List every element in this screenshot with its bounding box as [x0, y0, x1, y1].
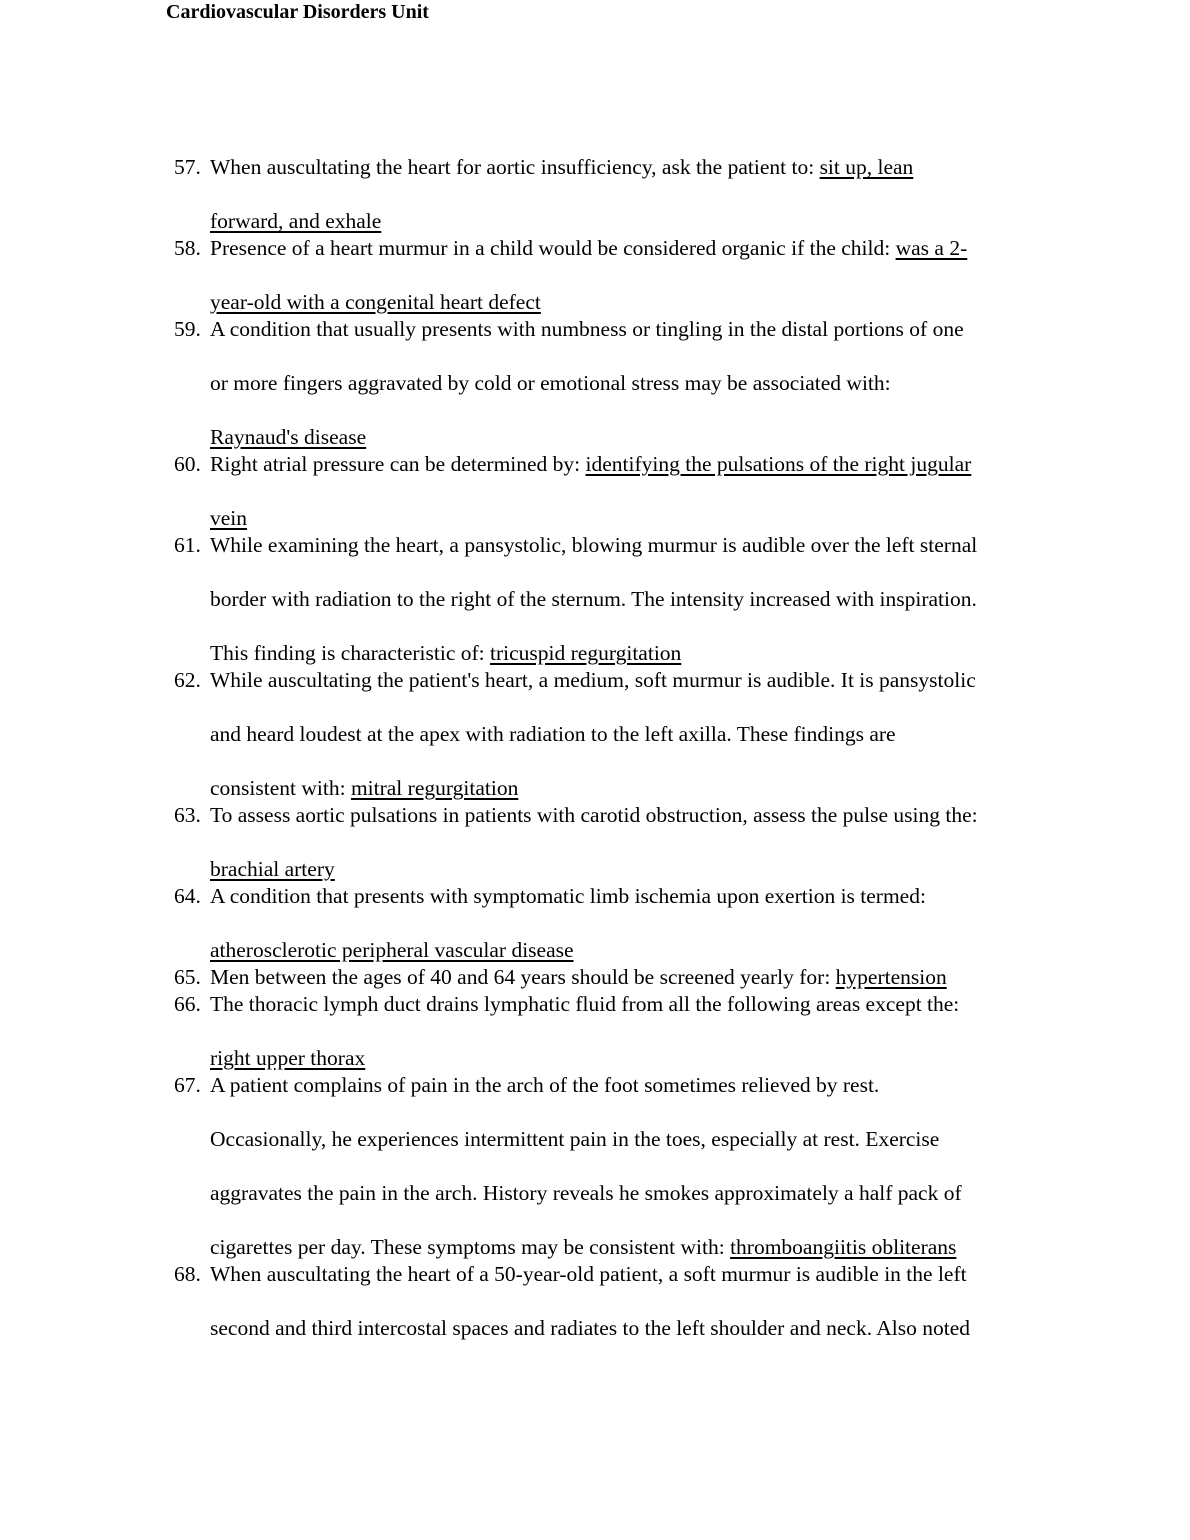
question-text: A condition that usually presents with numbness or tingling in the distal portions of one: [210, 317, 964, 341]
answer-text: atherosclerotic peripheral vascular disease: [210, 938, 574, 962]
question-line: [210, 869, 1056, 923]
answer-text: hypertension: [835, 965, 947, 989]
question-text: border with radiation to the right of the sternum. The intensity increased with inspiration.: [210, 587, 977, 611]
question-line: [210, 572, 1056, 626]
question-text: A condition that presents with symptomatic limb ischemia upon exertion is termed:: [210, 884, 926, 908]
question-text: or more fingers aggravated by cold or emotional stress may be associated with:: [210, 371, 891, 395]
question-number: 57.: [174, 155, 201, 179]
answer-text: right upper thorax: [210, 1046, 366, 1070]
question-line: [210, 707, 1056, 761]
question-number: 59.: [174, 317, 201, 341]
question-line: [210, 518, 1056, 572]
question-text: When auscultating the heart of a 50-year-old patient, a soft murmur is audible in the left: [210, 1262, 967, 1286]
question-line: [210, 977, 1056, 1031]
question-text: While auscultating the patient's heart, a medium, soft murmur is audible. It is pansystolic: [210, 668, 976, 692]
question-line: [210, 1247, 1056, 1301]
question-text: While examining the heart, a pansystolic, blowing murmur is audible over the left sternal: [210, 533, 978, 557]
question-line: [210, 140, 1056, 194]
question-text: When auscultating the heart for aortic insufficiency, ask the patient to:: [210, 155, 820, 179]
question-line: [210, 788, 1056, 842]
question-number: 61.: [174, 533, 201, 557]
question-number: 66.: [174, 992, 201, 1016]
question-text: and heard loudest at the apex with radiation to the left axilla. These findings are: [210, 722, 896, 746]
question-line: [210, 653, 1056, 707]
question-text: Presence of a heart murmur in a child would be considered organic if the child:: [210, 236, 896, 260]
question-text: To assess aortic pulsations in patients with carotid obstruction, assess the pulse using the:: [210, 803, 978, 827]
question-number: 65.: [174, 965, 201, 989]
question-number: 64.: [174, 884, 201, 908]
answer-text: was a 2-: [895, 236, 968, 260]
question-item: [166, 1247, 1056, 1355]
question-number: 68.: [174, 1262, 201, 1286]
answer-text: mitral regurgitation: [350, 776, 519, 800]
question-line: [210, 1301, 1056, 1355]
question-number: 63.: [174, 803, 201, 827]
question-number: 62.: [174, 668, 201, 692]
question-text: Men between the ages of 40 and 64 years should be screened yearly for:: [210, 965, 836, 989]
question-line: [210, 302, 1056, 356]
question-number: 67.: [174, 1073, 201, 1097]
question-text: Occasionally, he experiences intermittent pain in the toes, especially at rest. Exercise: [210, 1127, 940, 1151]
question-item: [166, 1058, 1056, 1274]
question-text: This finding is characteristic of:: [210, 641, 491, 665]
answer-text: tricuspid regurgitation: [490, 641, 682, 665]
answer-text: thromboangiitis obliterans: [730, 1235, 957, 1259]
question-line: [210, 1112, 1056, 1166]
answer-text: identifying the pulsations of the right jugular: [585, 452, 972, 476]
question-text: The thoracic lymph duct drains lymphatic fluid from all the following areas except the:: [210, 992, 960, 1016]
question-number: 60.: [174, 452, 201, 476]
answer-text: year-old with a congenital heart defect: [210, 290, 541, 314]
question-line: [210, 437, 1056, 491]
question-text: Right atrial pressure can be determined by:: [210, 452, 586, 476]
answer-text: brachial artery: [210, 857, 335, 881]
answer-text: sit up, lean: [819, 155, 914, 179]
answer-text: forward, and exhale: [210, 209, 382, 233]
question-text: cigarettes per day. These symptoms may be consistent with:: [210, 1235, 731, 1259]
question-line: [210, 356, 1056, 410]
page-header: Cardiovascular Disorders Unit: [166, 1, 429, 23]
question-list: [166, 140, 1056, 1355]
question-number: 58.: [174, 236, 201, 260]
question-line: [210, 221, 1056, 275]
question-line: [210, 1058, 1056, 1112]
question-text: aggravates the pain in the arch. History reveals he smokes approximately a half pack of: [210, 1181, 962, 1205]
answer-text: Raynaud's disease: [210, 425, 367, 449]
question-text: consistent with:: [210, 776, 351, 800]
question-text: A patient complains of pain in the arch of the foot sometimes relieved by rest.: [210, 1073, 880, 1097]
question-line: [210, 1166, 1056, 1220]
answer-text: vein: [210, 506, 248, 530]
question-text: second and third intercostal spaces and radiates to the left shoulder and neck. Also noted: [210, 1316, 971, 1340]
